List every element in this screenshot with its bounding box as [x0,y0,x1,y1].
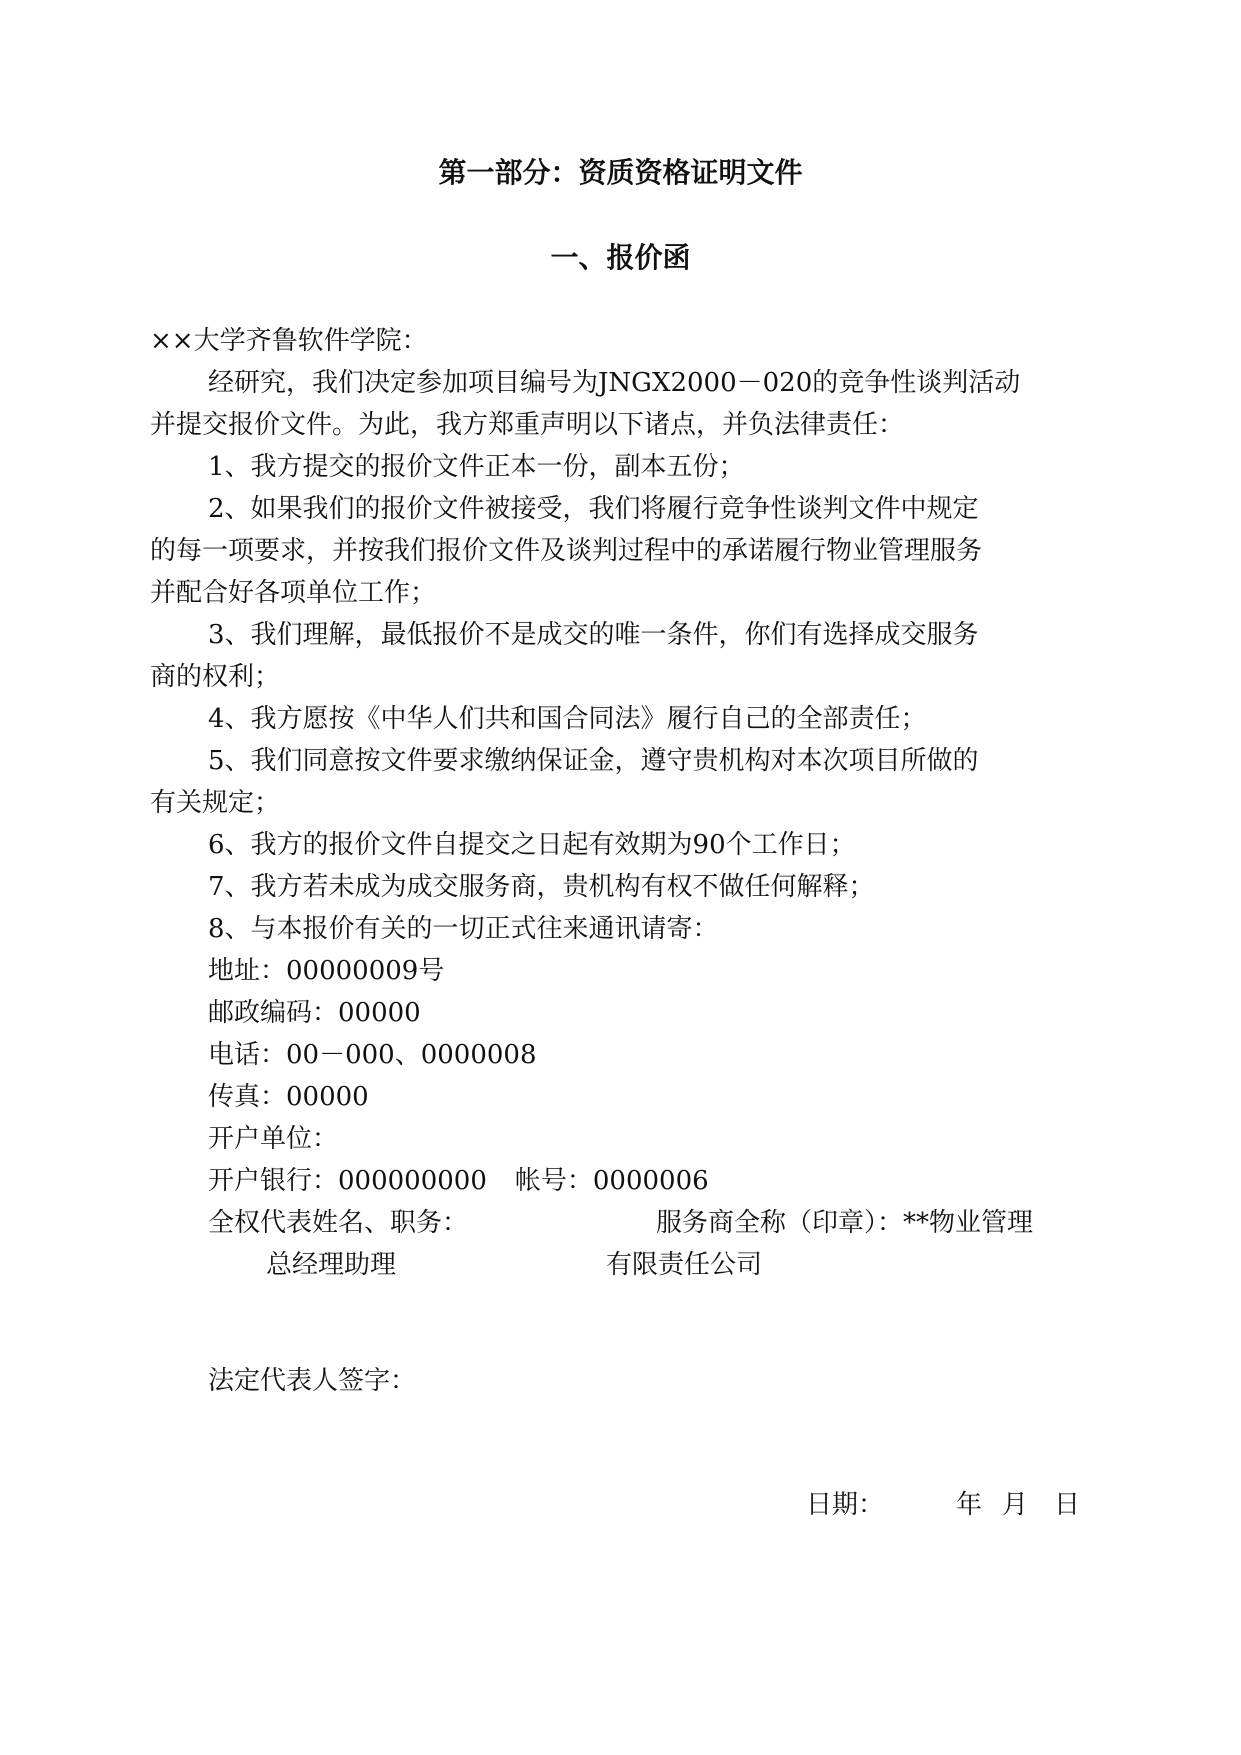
signatory-labels-row [150,1202,1080,1244]
contact-bank-row [150,1160,1080,1202]
legal-rep-signature: 法定代表人签字： [208,1366,417,1396]
part-title: 第一部分：资质资格证明文件 [438,156,803,189]
letter-body [150,320,1080,1286]
section-title: 一、报价函 [550,241,691,274]
item-line: 6、我方的报价文件自提交之日起有效期为90个工作日； [208,830,856,860]
item-6 [150,824,1080,866]
item-line: 4、我方愿按《中华人们共和国合同法》履行自己的全部责任； [208,704,927,734]
company-value: 有限责任公司 [606,1250,763,1280]
item-1 [150,446,1080,488]
contact-address: 地址：00000009号 [208,956,445,986]
item-8 [150,908,1080,950]
contact-account-unit: 开户单位： [208,1124,339,1154]
date-year: 年 [956,1490,983,1520]
item-2 [150,488,1080,614]
company-label: 服务商全称（印章）：**物业管理 [656,1208,1034,1238]
item-line: 并配合好各项单位工作； [150,578,437,608]
item-line: 商的权利； [150,662,281,692]
recipient: ××大学齐鲁软件学院： [150,326,428,356]
signatory-values-row [150,1244,1080,1286]
intro-line-2: 并提交报价文件。为此，我方郑重声明以下诸点，并负法律责任： [150,410,905,440]
rep-value: 总经理助理 [266,1250,397,1280]
item-3 [150,614,1080,698]
item-line: 有关规定； [150,788,281,818]
rep-label: 全权代表姓名、职务： [208,1208,469,1238]
item-line: 7、我方若未成为成交服务商，贵机构有权不做任何解释； [208,872,875,902]
item-line: 8、与本报价有关的一切正式往来通讯请寄： [208,914,719,944]
item-7 [150,866,1080,908]
item-line: 5、我们同意按文件要求缴纳保证金，遵守贵机构对本次项目所做的 [208,746,979,776]
date-line [806,1484,1080,1526]
contact-bank: 开户银行：000000000 [208,1166,487,1196]
date-label: 日期： [806,1490,885,1520]
date-day: 日 [1054,1490,1081,1520]
contact-postcode: 邮政编码：00000 [208,998,421,1028]
intro-line-1: 经研究，我们决定参加项目编号为JNGX2000－020的竞争性谈判活动 [208,368,1021,398]
contact-phone: 电话：00－000、0000008 [208,1040,537,1070]
contact-fax: 传真：00000 [208,1082,369,1112]
date-month: 月 [1002,1490,1029,1520]
item-line: 2、如果我们的报价文件被接受，我们将履行竞争性谈判文件中规定 [208,494,979,524]
item-line: 3、我们理解，最低报价不是成交的唯一条件，你们有选择成交服务 [208,620,979,650]
item-4 [150,698,1080,740]
contact-account-no: 帐号：0000006 [514,1166,709,1196]
item-line: 1、我方提交的报价文件正本一份，副本五份； [208,452,745,482]
item-5 [150,740,1080,824]
item-line: 的每一项要求，并按我们报价文件及谈判过程中的承诺履行物业管理服务 [150,536,983,566]
